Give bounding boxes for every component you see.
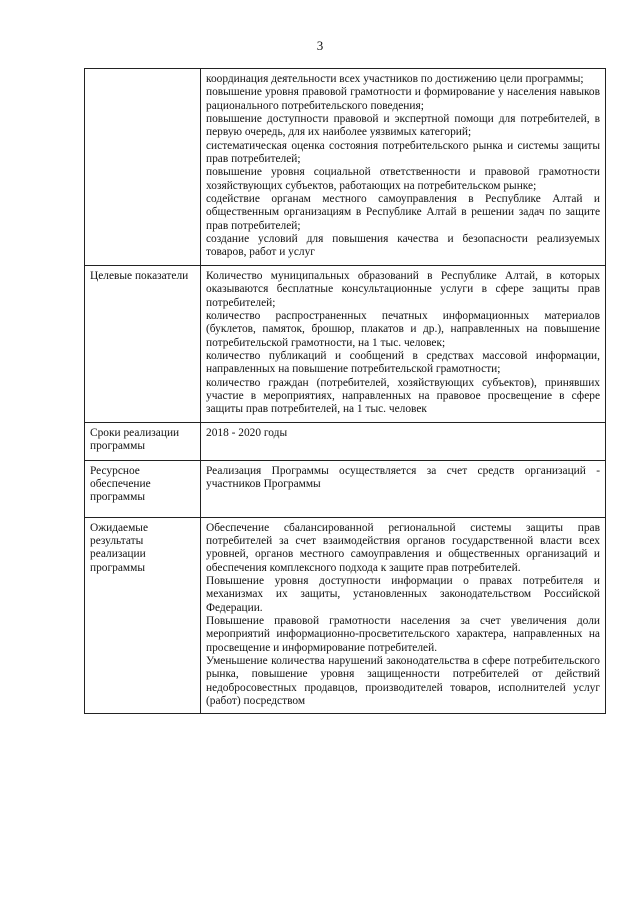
row-content-resource-provision — [201, 460, 606, 517]
paragraph: количество граждан (потребителей, хозяйствующих субъектов), принявших участие в мероприятиях, направленных на правовое просвещение в сфере защиты прав потребителей, на 1 тыс. человек — [206, 376, 600, 416]
paragraph: Количество муниципальных образований в Республике Алтай, в которых оказываются бесплатные консультационные услуги в сфере защиты прав потребителей; — [206, 269, 600, 309]
program-passport-table — [84, 68, 606, 714]
paragraph: повышение уровня правовой грамотности и формирование у населения навыков рационального потребительского поведения; — [206, 86, 600, 112]
row-label-empty — [85, 69, 201, 266]
paragraph: повышение уровня социальной ответственности и правовой грамотности хозяйствующих субъектов, работающих на потребительском рынке; — [206, 166, 600, 192]
paragraph: Реализация Программы осуществляется за счет средств организаций - участников Программы — [206, 464, 600, 490]
row-label-implementation-period: Сроки реализации программы — [85, 422, 201, 460]
table-row-expected-results — [85, 517, 606, 714]
paragraph: количество распространенных печатных информационных материалов (буклетов, памяток, брошюр, плакатов и др.), направленных на повышение потребительской грамотности, на 1 тыс. человек; — [206, 309, 600, 349]
table-row-resource-provision — [85, 460, 606, 517]
paragraph: содействие органам местного самоуправления в Республике Алтай и общественным организациям в Республике Алтай в решении задач по защите прав потребителей; — [206, 193, 600, 232]
paragraph: повышение доступности правовой и экспертной помощи для потребителей, в первую очередь, для их наиболее уязвимых категорий; — [206, 113, 600, 139]
table-row-target-indicators — [85, 265, 606, 422]
paragraph: создание условий для повышения качества и безопасности реализуемых товаров, работ и услуг — [206, 233, 600, 259]
table-row-tasks-continued — [85, 69, 606, 266]
row-content-target-indicators — [201, 265, 606, 422]
row-content-tasks — [201, 69, 606, 266]
paragraph: координация деятельности всех участников по достижению цели программы; — [206, 73, 584, 85]
row-content-expected-results — [201, 517, 606, 714]
paragraph: количество публикаций и сообщений в средствах массовой информации, направленных на повышение потребительской грамотности; — [206, 349, 600, 376]
table-row-implementation-period — [85, 422, 606, 460]
paragraph: 2018 - 2020 годы — [206, 426, 288, 439]
paragraph: Повышение уровня доступности информации о правах потребителя и механизмах их защиты, установленных законодательством Российской Федерации. — [206, 574, 600, 614]
row-label-resource-provision: Ресурсное обеспечение программы — [85, 460, 201, 517]
page-number: 3 — [316, 38, 324, 53]
paragraph: Повышение правовой грамотности населения за счет увеличения доли мероприятий информационно-просветительского характера, направленных на просвещение и информирование потребителей. — [206, 615, 600, 654]
paragraph: Уменьшение количества нарушений законодательства в сфере потребительского рынка, повышение уровня защищенности потребителей от действий недобросовестных продавцов, производителей товаров, исполнителей услуг (работ) посредством — [206, 655, 600, 708]
row-label-expected-results: Ожидаемые результаты реализации программы — [85, 517, 201, 714]
paragraph: систематическая оценка состояния потребительского рынка и системы защиты прав потребителей; — [206, 139, 600, 166]
row-content-implementation-period — [201, 422, 606, 460]
row-label-target-indicators: Целевые показатели — [85, 265, 201, 422]
paragraph: Обеспечение сбалансированной региональной системы защиты прав потребителей за счет взаимодействия органов государственной власти всех уровней, органов местного самоуправления и общественных организаций и обеспечения комплексного подхода к защите прав потребителей. — [206, 521, 600, 574]
